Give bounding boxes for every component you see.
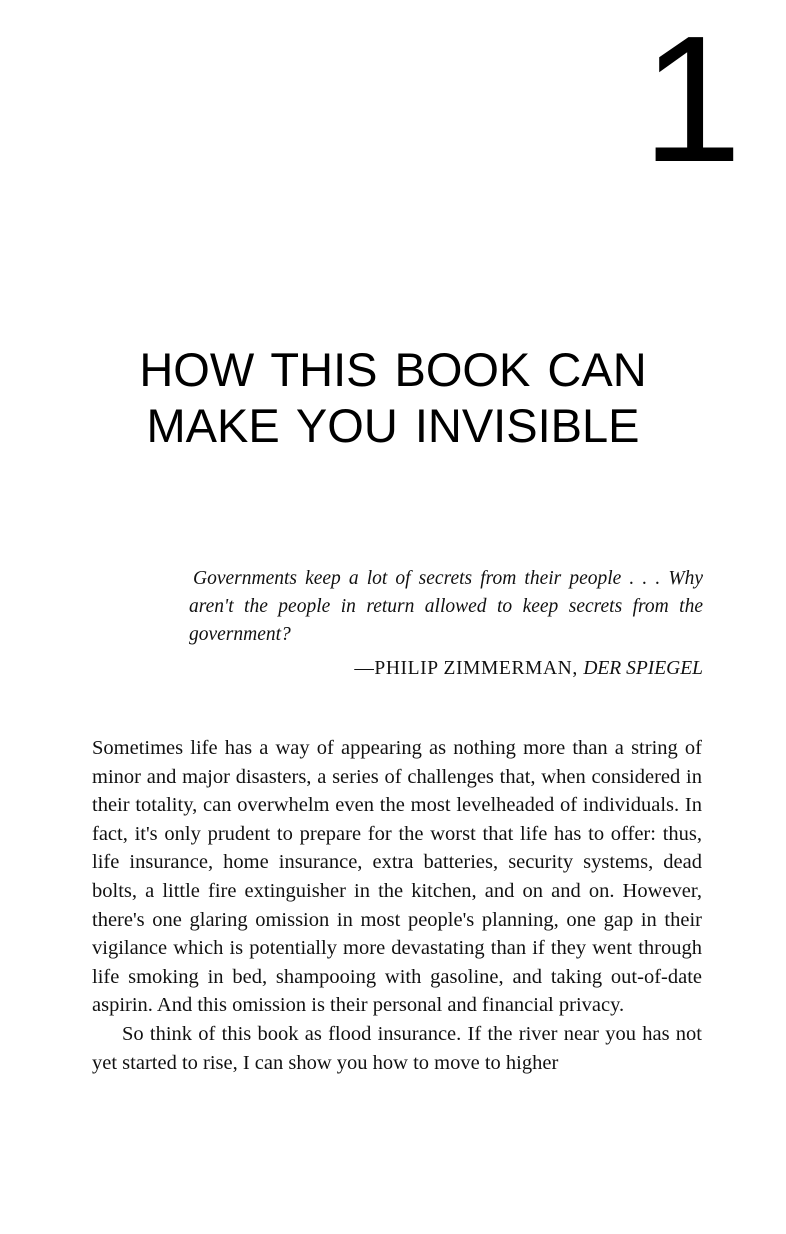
body-text [92, 734, 702, 1077]
body-paragraph-1: Sometimes life has a way of appearing as nothing more than a string of minor and major disasters, a series of challenges that, when considered in their totality, can overwhelm even the most levelheaded of individuals. In fact, it's only prudent to prepare for the worst that life has to offer: thus, life insurance, home insurance, extra batteries, security systems, dead bolts, a little fire extinguisher in the kitchen, and on and on. However, there's one glaring omission in most people's planning, one gap in their vigilance which is potentially more devastating than if they went through life smoking in bed, shampooing with gasoline, and taking out-of-date aspirin. And this omission is their personal and financial privacy. [92, 737, 702, 1017]
epigraph-publication: DER SPIEGEL [583, 658, 703, 679]
chapter-title-line-1: HOW THIS BOOK CAN [139, 343, 647, 396]
body-paragraph-2: So think of this book as flood insurance. If the river near you has not yet started to rise, I can show you how to move to higher [92, 1022, 702, 1074]
epigraph-attribution [189, 655, 703, 683]
chapter-title-line-2: MAKE YOU INVISIBLE [146, 399, 640, 452]
epigraph-author: —PHILIP ZIMMERMAN, [354, 658, 584, 679]
chapter-title [0, 342, 786, 454]
epigraph-quote: Governments keep a lot of secrets from their people . . . Why aren't the people in return allowed to keep secrets from the government? [189, 568, 703, 645]
chapter-number: 1 [641, 0, 742, 200]
epigraph [189, 565, 703, 683]
